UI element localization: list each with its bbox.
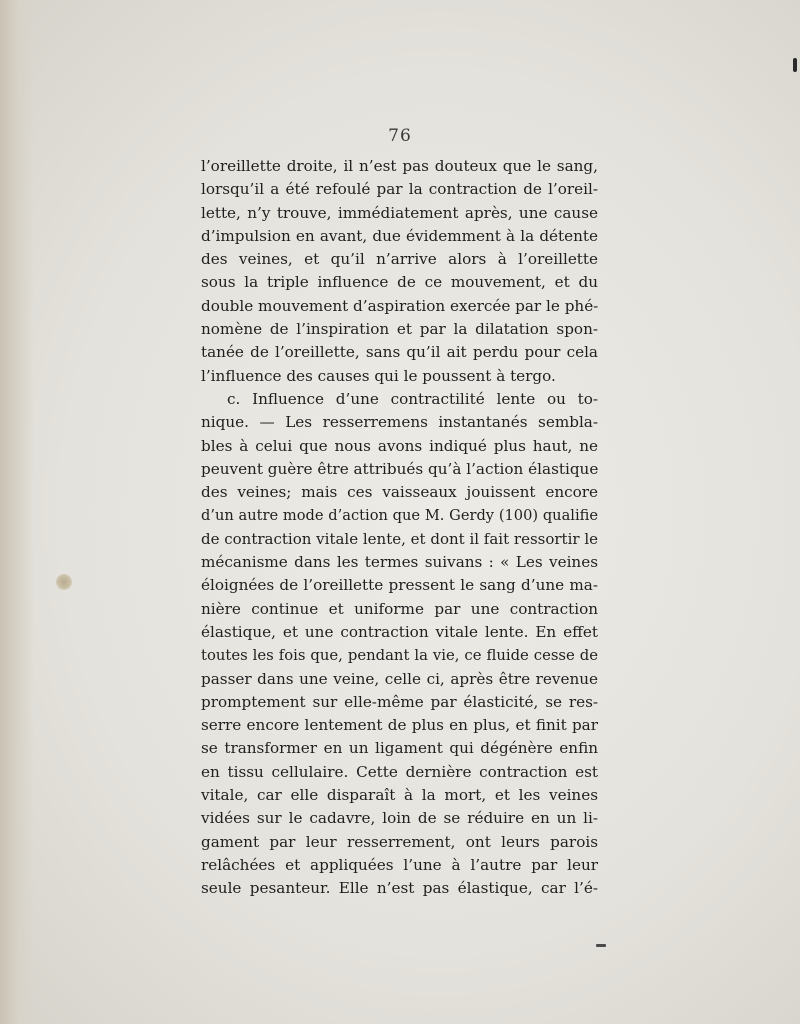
text-line: nique. — Les resserremens instantanés sembla-	[201, 413, 598, 432]
text-line: lorsqu’il a été refoulé par la contraction de l’oreil-	[201, 180, 598, 199]
body-text	[201, 155, 598, 901]
text-line: se transformer en un ligament qui dégénère enfin	[201, 739, 598, 758]
text-line: toutes les fois que, pendant la vie, ce fluide cesse de	[201, 647, 598, 665]
text-line: double mouvement d’aspiration exercée par le phé-	[201, 296, 599, 315]
text-line: de contraction vitale lente, et dont il fait ressortir le	[201, 529, 598, 548]
text-line: des veines, et qu’il n’arrive alors à l’oreillette	[201, 250, 598, 269]
text-line: gament par leur resserrement, ont leurs parois	[201, 832, 598, 851]
page-number: 76	[388, 126, 412, 146]
text-line: promptement sur elle-même par élasticité, se res-	[201, 692, 598, 711]
text-line: peuvent guère être attribués qu’à l’action élastique	[201, 459, 599, 478]
text-line: sous la triple influence de ce mouvement, et du	[201, 273, 598, 292]
paper-stain	[56, 574, 72, 590]
text-line: serre encore lentement de plus en plus, et finit par	[201, 716, 598, 735]
text-line: passer dans une veine, celle ci, après être revenue	[201, 669, 598, 688]
text-line: l’oreillette droite, il n’est pas douteux que le sang,	[201, 157, 598, 175]
text-line: relâchées et appliquées l’une à l’autre par leur	[201, 855, 598, 874]
text-line: d’un autre mode d’action que M. Gerdy (100) qualifie	[201, 507, 598, 525]
text-line: bles à celui que nous avons indiqué plus haut, ne	[201, 436, 598, 455]
text-line: d’impulsion en avant, due évidemment à la détente	[201, 226, 598, 245]
section-heading-line: c. Influence d’une contractilité lente ou to-	[227, 389, 598, 408]
text-line: tanée de l’oreillette, sans qu’il ait perdu pour cela	[201, 343, 598, 362]
text-line: lette, n’y trouve, immédiatement après, une cause	[201, 203, 598, 222]
page-binding-edge	[0, 0, 34, 1024]
text-line: éloignées de l’oreillette pressent le sang d’une ma-	[201, 576, 598, 595]
text-line: nière continue et uniforme par une contraction	[201, 599, 598, 618]
text-line: vidées sur le cadavre, loin de se réduire en un li-	[201, 809, 598, 828]
text-line: l’influence des causes qui le poussent à tergo.	[201, 366, 556, 385]
text-line: seule pesanteur. Elle n’est pas élastique, car l’é-	[201, 879, 598, 898]
ink-mark	[793, 58, 797, 72]
ink-mark	[596, 944, 606, 947]
text-line: élastique, et une contraction vitale lente. En effet	[201, 622, 598, 641]
text-line: mécanisme dans les termes suivans : « Les veines	[201, 553, 598, 572]
text-line: en tissu cellulaire. Cette dernière contraction est	[201, 762, 598, 781]
text-line: vitale, car elle disparaît à la mort, et les veines	[201, 786, 598, 805]
text-line: nomène de l’inspiration et par la dilatation spon-	[201, 320, 598, 339]
text-line: des veines; mais ces vaisseaux jouissent encore	[201, 483, 598, 502]
